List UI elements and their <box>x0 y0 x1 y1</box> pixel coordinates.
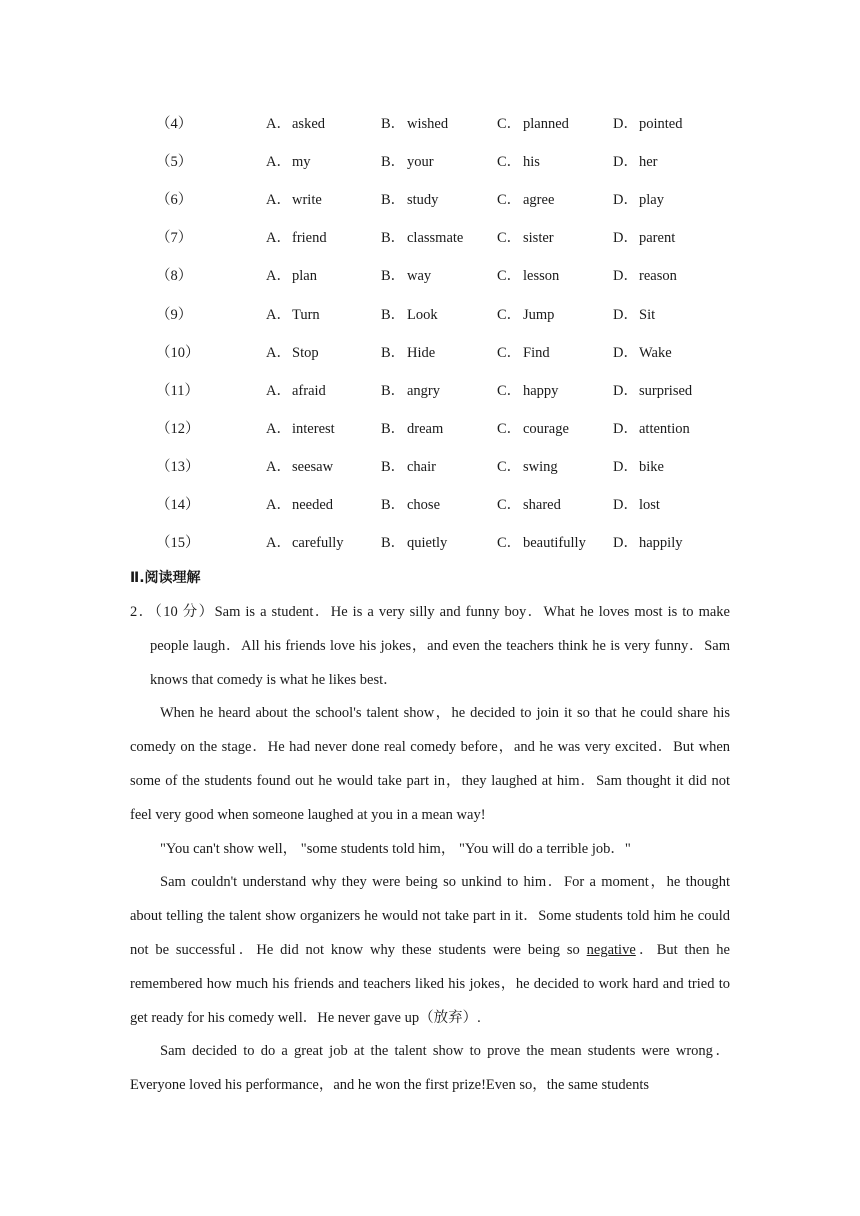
option-text: seesaw <box>292 458 334 475</box>
option-d <box>613 342 672 364</box>
question-number: （7） <box>156 230 193 247</box>
question-number: （9） <box>156 306 193 323</box>
option-text: your <box>407 154 434 171</box>
option-letter: C． <box>497 268 522 285</box>
option-text: plan <box>292 268 317 285</box>
option-c <box>497 265 559 287</box>
option-d <box>613 227 675 249</box>
question-number: （8） <box>156 268 193 285</box>
option-b <box>381 113 448 135</box>
option-row <box>0 380 860 402</box>
option-text: agree <box>523 192 555 209</box>
option-a <box>266 456 333 478</box>
paragraph-2: "You can't show well， "some students told him， "You will do a terrible job．" <box>160 840 631 857</box>
option-letter: C． <box>497 382 522 399</box>
option-letter: B． <box>381 154 406 171</box>
option-b <box>381 151 434 173</box>
option-text: lost <box>639 497 660 513</box>
option-text: happy <box>523 382 559 399</box>
option-d <box>613 456 664 478</box>
option-letter: D． <box>613 192 638 209</box>
section-heading: Ⅱ.阅读理解 <box>130 570 201 586</box>
option-letter: D． <box>613 268 638 285</box>
paragraph-4: Sam decided to do a great job at the talent show to prove the mean students were wrong．Everyone loved his performance，and he won the first prize!Even so，the same students <box>130 1043 730 1094</box>
option-text: planned <box>523 116 569 132</box>
option-b <box>381 227 463 249</box>
option-letter: B． <box>381 382 406 399</box>
option-text: Turn <box>292 306 320 323</box>
option-b <box>381 304 438 326</box>
option-letter: B． <box>381 306 406 323</box>
option-letter: D． <box>613 154 638 171</box>
option-text: Hide <box>407 344 436 361</box>
option-letter: A． <box>266 497 291 513</box>
option-c <box>497 189 554 211</box>
option-letter: D． <box>613 230 638 247</box>
option-letter: A． <box>266 344 291 361</box>
option-letter: B． <box>381 116 406 132</box>
option-letter: D． <box>613 116 638 132</box>
question-number: （14） <box>156 497 200 513</box>
underlined-word: negative <box>586 941 636 958</box>
paragraph-3 <box>130 866 730 1035</box>
option-text: friend <box>292 230 327 247</box>
option-letter: B． <box>381 268 406 285</box>
option-d <box>613 532 683 554</box>
option-c <box>497 418 569 440</box>
option-row <box>0 265 860 287</box>
option-letter: C． <box>497 192 522 209</box>
option-b <box>381 342 435 364</box>
paragraph-1: When he heard about the school's talent show，he decided to join it so that he could share his comedy on the stage．He had never done real comedy before，and he was very excited．But when some of the students found out he would take part in，they laughed at him．Sam thought it did not feel very good when someone laughed at you in a mean way! <box>130 705 730 823</box>
option-d <box>613 304 655 326</box>
option-text: Find <box>523 344 550 361</box>
option-letter: A． <box>266 268 291 285</box>
option-text: Stop <box>292 344 319 361</box>
option-d <box>613 265 677 287</box>
option-text: parent <box>639 230 676 247</box>
option-letter: B． <box>381 192 406 209</box>
option-text: needed <box>292 497 334 513</box>
option-letter: B． <box>381 458 406 475</box>
option-a <box>266 189 322 211</box>
option-letter: C． <box>497 497 522 513</box>
option-text: classmate <box>407 230 464 247</box>
option-a <box>266 418 335 440</box>
option-b <box>381 532 447 554</box>
option-text: Sit <box>639 306 656 323</box>
option-text: study <box>407 192 439 209</box>
option-letter: C． <box>497 458 522 475</box>
option-row <box>0 494 860 516</box>
option-d <box>613 189 664 211</box>
option-b <box>381 380 440 402</box>
reading-passage <box>130 596 730 1103</box>
option-text: quietly <box>407 535 448 552</box>
option-text: Wake <box>639 344 672 361</box>
option-a <box>266 304 320 326</box>
option-c <box>497 456 558 478</box>
option-letter: A． <box>266 230 291 247</box>
option-b <box>381 189 438 211</box>
option-letter: C． <box>497 154 522 171</box>
option-letter: A． <box>266 535 291 552</box>
option-text: interest <box>292 420 335 437</box>
option-c <box>497 342 550 364</box>
option-text: reason <box>639 268 677 285</box>
option-row <box>0 456 860 478</box>
option-text: sister <box>523 230 554 247</box>
option-letter: D． <box>613 344 638 361</box>
option-letter: C． <box>497 535 522 552</box>
option-text: shared <box>523 497 561 513</box>
option-d <box>613 418 690 440</box>
option-text: chair <box>407 458 436 475</box>
option-letter: C． <box>497 344 522 361</box>
option-letter: A． <box>266 382 291 399</box>
option-letter: B． <box>381 230 406 247</box>
paragraph-3-text-before: Sam couldn't understand why they were being so unkind to him．For a moment，he thought about telling the talent show organizers he would not take part in it．Some students told him he could not be successful．He did not know why these students were being so <box>130 874 730 958</box>
option-text: her <box>639 154 658 171</box>
option-text: swing <box>523 458 558 475</box>
option-letter: A． <box>266 154 291 171</box>
option-b <box>381 456 436 478</box>
option-d <box>613 380 692 402</box>
option-row <box>0 189 860 211</box>
question-number: （5） <box>156 154 193 171</box>
option-b <box>381 418 443 440</box>
option-text: way <box>407 268 432 285</box>
option-text: Look <box>407 306 438 323</box>
option-row <box>0 532 860 554</box>
option-letter: D． <box>613 382 638 399</box>
option-letter: B． <box>381 535 406 552</box>
option-text: courage <box>523 420 569 437</box>
option-c <box>497 304 554 326</box>
option-text: lesson <box>523 268 560 285</box>
question-number: （10） <box>156 344 200 361</box>
option-text: dream <box>407 420 444 437</box>
option-letter: A． <box>266 116 291 132</box>
option-c <box>497 113 569 135</box>
question-number: （6） <box>156 192 193 209</box>
option-b <box>381 265 431 287</box>
option-letter: C． <box>497 420 522 437</box>
option-row <box>0 342 860 364</box>
option-text: happily <box>639 535 683 552</box>
option-text: asked <box>292 116 326 132</box>
option-a <box>266 380 326 402</box>
option-letter: D． <box>613 458 638 475</box>
option-b <box>381 494 440 516</box>
option-d <box>613 113 683 135</box>
option-letter: A． <box>266 458 291 475</box>
option-letter: D． <box>613 306 638 323</box>
option-text: bike <box>639 458 664 475</box>
option-d <box>613 494 660 516</box>
option-row <box>0 113 860 135</box>
option-row <box>0 418 860 440</box>
question-number: （13） <box>156 458 200 475</box>
question-number: （11） <box>156 382 199 399</box>
question-number: （4） <box>156 116 193 132</box>
option-letter: C． <box>497 306 522 323</box>
option-c <box>497 380 558 402</box>
option-d <box>613 151 658 173</box>
option-c <box>497 494 561 516</box>
option-text: beautifully <box>523 535 586 552</box>
option-text: surprised <box>639 382 693 399</box>
question-intro: 2．（10 分）Sam is a student．He is a very silly and funny boy．What he loves most is to make people laugh．All his friends love his jokes，and even the teachers think he is very funny．Sam knows that comedy is what he likes best． <box>130 604 730 688</box>
option-text: chose <box>407 497 441 513</box>
paragraph-3-text-after: ．But then he remembered how much his friends and teachers liked his jokes，he decided to work hard and tried to get ready for his comedy well．He never gave up（放弃）. <box>130 941 730 1026</box>
option-row <box>0 304 860 326</box>
option-a <box>266 342 319 364</box>
option-text: Jump <box>523 306 555 323</box>
option-text: attention <box>639 420 690 437</box>
option-a <box>266 113 325 135</box>
question-number: （15） <box>156 535 200 552</box>
option-row <box>0 151 860 173</box>
option-letter: B． <box>381 497 406 513</box>
option-a <box>266 494 333 516</box>
option-letter: C． <box>497 230 522 247</box>
option-text: afraid <box>292 382 326 399</box>
option-text: pointed <box>639 116 683 132</box>
option-letter: B． <box>381 420 406 437</box>
option-a <box>266 532 344 554</box>
option-text: wished <box>407 116 449 132</box>
option-text: write <box>292 192 322 209</box>
question-number: （12） <box>156 420 200 437</box>
option-text: my <box>292 154 311 171</box>
option-text: play <box>639 192 664 209</box>
option-letter: D． <box>613 497 638 513</box>
option-text: carefully <box>292 535 344 552</box>
option-a <box>266 151 311 173</box>
option-row <box>0 227 860 249</box>
option-letter: A． <box>266 306 291 323</box>
option-letter: A． <box>266 420 291 437</box>
option-a <box>266 227 327 249</box>
option-letter: C． <box>497 116 522 132</box>
option-letter: A． <box>266 192 291 209</box>
option-text: his <box>523 154 540 171</box>
option-letter: D． <box>613 420 638 437</box>
option-a <box>266 265 317 287</box>
option-letter: D． <box>613 535 638 552</box>
option-text: angry <box>407 382 441 399</box>
option-c <box>497 532 586 554</box>
option-c <box>497 227 554 249</box>
option-c <box>497 151 540 173</box>
option-letter: B． <box>381 344 406 361</box>
